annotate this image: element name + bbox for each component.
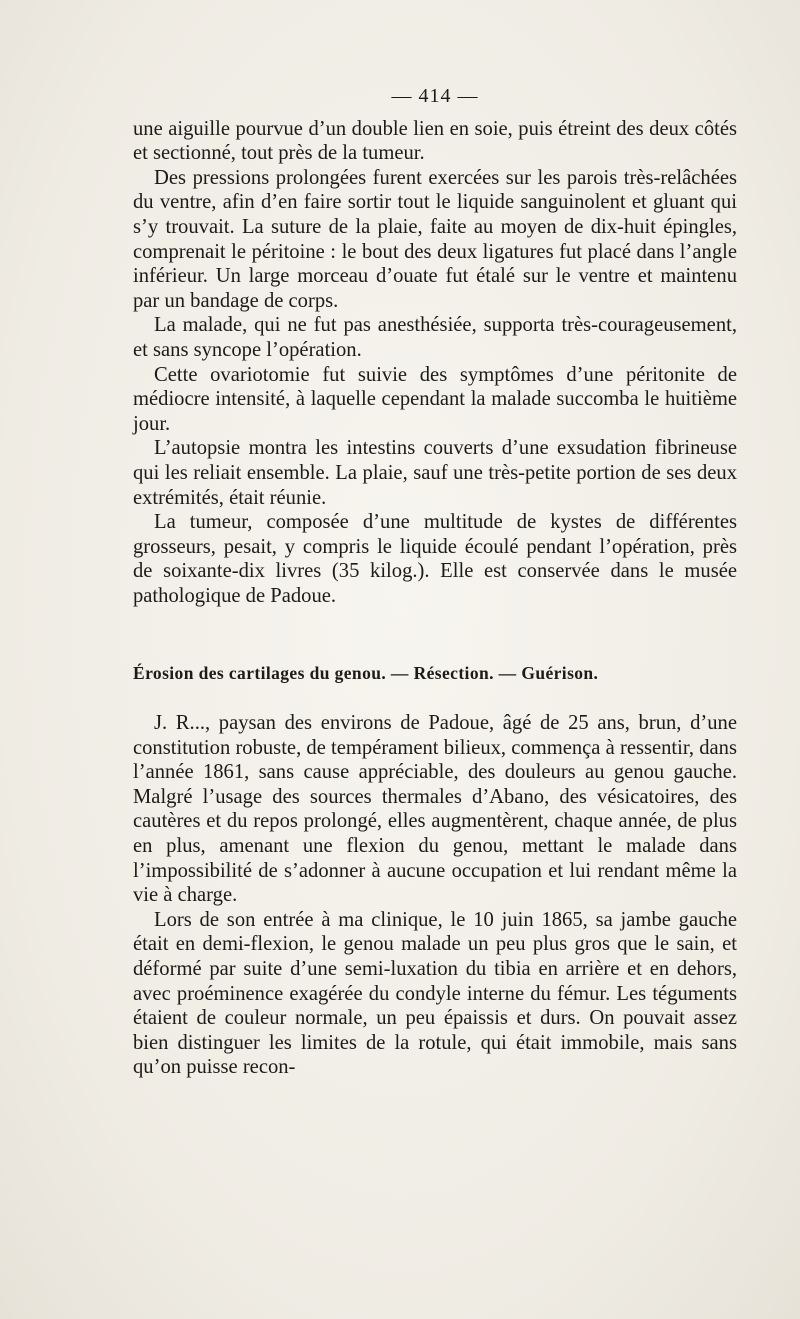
paragraph-patient-history: J. R..., paysan des environs de Padoue, âgé de 25 ans, brun, d’une constitution robuste, de tempérament bilieux, commença à ressentir, dans l’année 1861, sans cause appréciable, des douleurs au genou gauche. Malgré l’usage des sources thermales d’Abano, des vésicatoires, des cautères et du repos prolongé, elles augmentèrent, chaque année, de plus en plus, amenant une flexion du genou, mettant le malade dans l’impossibilité de s’adonner à aucune occupation et lui rendant même la vie à charge.	[133, 712, 737, 907]
paragraph-anesthesie: La malade, qui ne fut pas anesthésiée, supporta très-courageusement, et sans syncope l’opération.	[133, 314, 737, 361]
section-heading: Érosion des cartilages du genou. — Résection. — Guérison.	[133, 663, 599, 684]
paragraph-autopsie: L’autopsie montra les intestins couverts d’une exsudation fibrineuse qui les reliait ensemble. La plaie, sauf une très-petite portion de ses deux extrémités, était réunie.	[133, 437, 737, 509]
paragraph-continued: une aiguille pourvue d’un double lien en soie, puis étreint des deux côtés et sectionné, tout près de la tumeur.	[133, 117, 737, 165]
paragraph-clinical-exam: Lors de son entrée à ma clinique, le 10 juin 1865, sa jambe gauche était en demi-flexion, le genou malade un peu plus gros que le sain, et déformé par suite d’une semi-luxation du tibia en arrière et en dehors, avec proéminence exagérée du condyle interne du fémur. Les téguments étaient de couleur normale, un peu épaissis et durs. On pouvait assez bien distinguer les limites de la rotule, qui était immobile, mais sans qu’on puisse recon-	[133, 908, 737, 1079]
paragraph-tumeur: La tumeur, composée d’une multitude de kystes de différentes grosseurs, pesait, y compris le liquide écoulé pendant l’opération, près de soixante-dix livres (35 kilog.). Elle est conservée dans le musée pathologique de Padoue.	[133, 511, 737, 607]
page-number: — 414 —	[391, 85, 479, 107]
paragraph-pressions: Des pressions prolongées furent exercées sur les parois très-relâchées du ventre, afin d’en faire sortir tout le liquide sanguinolent et gluant qui s’y trouvait. La suture de la plaie, faite au moyen de dix-huit épingles, comprenait le péritoine : le bout des deux ligatures fut placé dans l’angle inférieur. Un large morceau d’ouate fut étalé sur le ventre et maintenu par un bandage de corps.	[133, 166, 737, 312]
text-block	[133, 84, 737, 1080]
paragraph-peritonite: Cette ovariotomie fut suivie des symptômes d’une péritonite de médiocre intensité, à laquelle cependant la malade succomba le huitième jour.	[133, 363, 737, 435]
